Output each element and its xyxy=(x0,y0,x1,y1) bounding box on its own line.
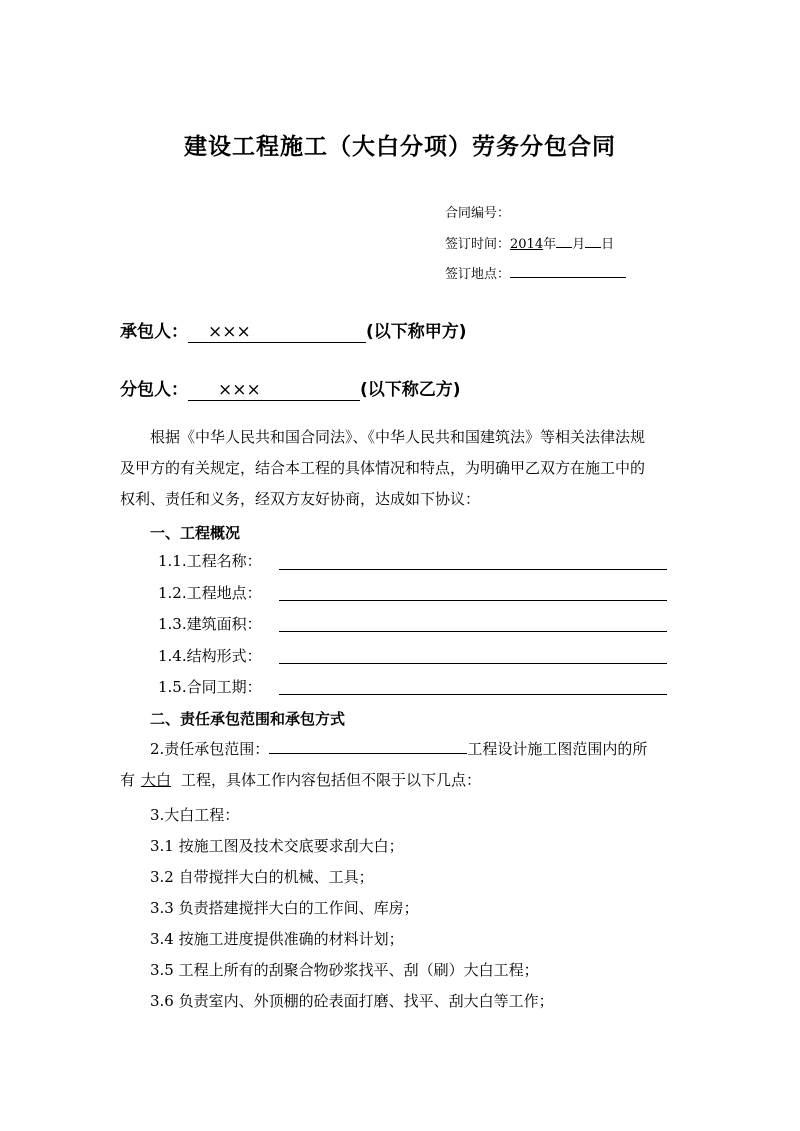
subcontractor-label: 分包人： xyxy=(120,380,188,400)
sign-date-label: 签订时间： xyxy=(445,237,511,252)
sign-date-row xyxy=(445,232,614,252)
month-blank xyxy=(556,232,572,248)
month-char: 月 xyxy=(572,237,586,252)
field-building-area-blank xyxy=(279,631,667,632)
contractor-label: 承包人： xyxy=(120,322,188,342)
day-blank xyxy=(585,232,601,248)
field-project-location-blank xyxy=(279,600,667,601)
field-project-name: 1.1.工程名称： xyxy=(158,552,262,570)
section-2-heading: 二、责任承包范围和承包方式 xyxy=(150,710,346,728)
day-char: 日 xyxy=(601,237,615,252)
sign-place-label: 签订地点： xyxy=(445,267,511,282)
dabai-item-2: 3.2 自带搅拌大白的机械、工具； xyxy=(150,868,374,886)
intro-line-3: 权利、责任和义务，经双方友好协商，达成如下协议： xyxy=(120,490,481,508)
sign-year: 2014 xyxy=(510,237,544,252)
scope-line-1 xyxy=(150,734,647,765)
subcontractor-suffix: (以下称乙方) xyxy=(360,380,461,400)
intro-line-2: 及甲方的有关规定，结合本工程的具体情况和特点，为明确甲乙双方在施工中的 xyxy=(120,459,646,477)
contractor-name: ××× xyxy=(188,322,366,343)
contractor-row xyxy=(120,317,467,343)
scope-line-2 xyxy=(120,765,481,796)
scope-item: 大白 xyxy=(141,771,172,789)
sign-place-row xyxy=(445,262,626,282)
dabai-item-3: 3.3 负责搭建搅拌大白的工作间、库房； xyxy=(150,899,419,917)
contractor-suffix: (以下称甲方) xyxy=(366,322,467,342)
dabai-heading: 3.大白工程： xyxy=(150,806,240,824)
field-project-location: 1.2.工程地点： xyxy=(158,584,262,602)
scope-blank xyxy=(269,738,467,754)
contract-number-label: 合同编号： xyxy=(445,206,511,221)
scope-line2-rest: 工程，具体工作内容包括但不限于以下几点： xyxy=(181,771,482,789)
scope-suffix: 工程设计施工图范围内的所 xyxy=(467,740,648,758)
section-1-heading: 一、工程概况 xyxy=(150,524,241,542)
scope-label: 2.责任承包范围： xyxy=(150,740,270,758)
year-char: 年 xyxy=(543,237,557,252)
field-contract-period-blank xyxy=(279,694,667,695)
intro-line-1: 根据《中华人民共和国合同法》、《中华人民共和国建筑法》等相关法律法规 xyxy=(150,428,646,446)
sign-place-blank xyxy=(510,262,626,278)
subcontractor-name: ××× xyxy=(188,380,360,401)
contract-number-row xyxy=(445,202,510,221)
dabai-item-1: 3.1 按施工图及技术交底要求刮大白； xyxy=(150,837,404,855)
dabai-item-6: 3.6 负责室内、外顶棚的砼表面打磨、找平、刮大白等工作； xyxy=(150,992,554,1010)
scope-line2-prefix: 有 xyxy=(120,771,136,789)
field-contract-period: 1.5.合同工期： xyxy=(158,678,262,696)
field-project-name-blank xyxy=(279,569,667,570)
field-structure-type: 1.4.结构形式： xyxy=(158,647,262,665)
dabai-item-4: 3.4 按施工进度提供准确的材料计划； xyxy=(150,930,404,948)
subcontractor-row xyxy=(120,375,461,401)
dabai-item-5: 3.5 工程上所有的刮聚合物砂浆找平、刮（刷）大白工程； xyxy=(150,961,539,979)
document-title: 建设工程施工（大白分项）劳务分包合同 xyxy=(184,134,616,160)
field-building-area: 1.3.建筑面积： xyxy=(158,615,262,633)
field-structure-type-blank xyxy=(279,663,667,664)
